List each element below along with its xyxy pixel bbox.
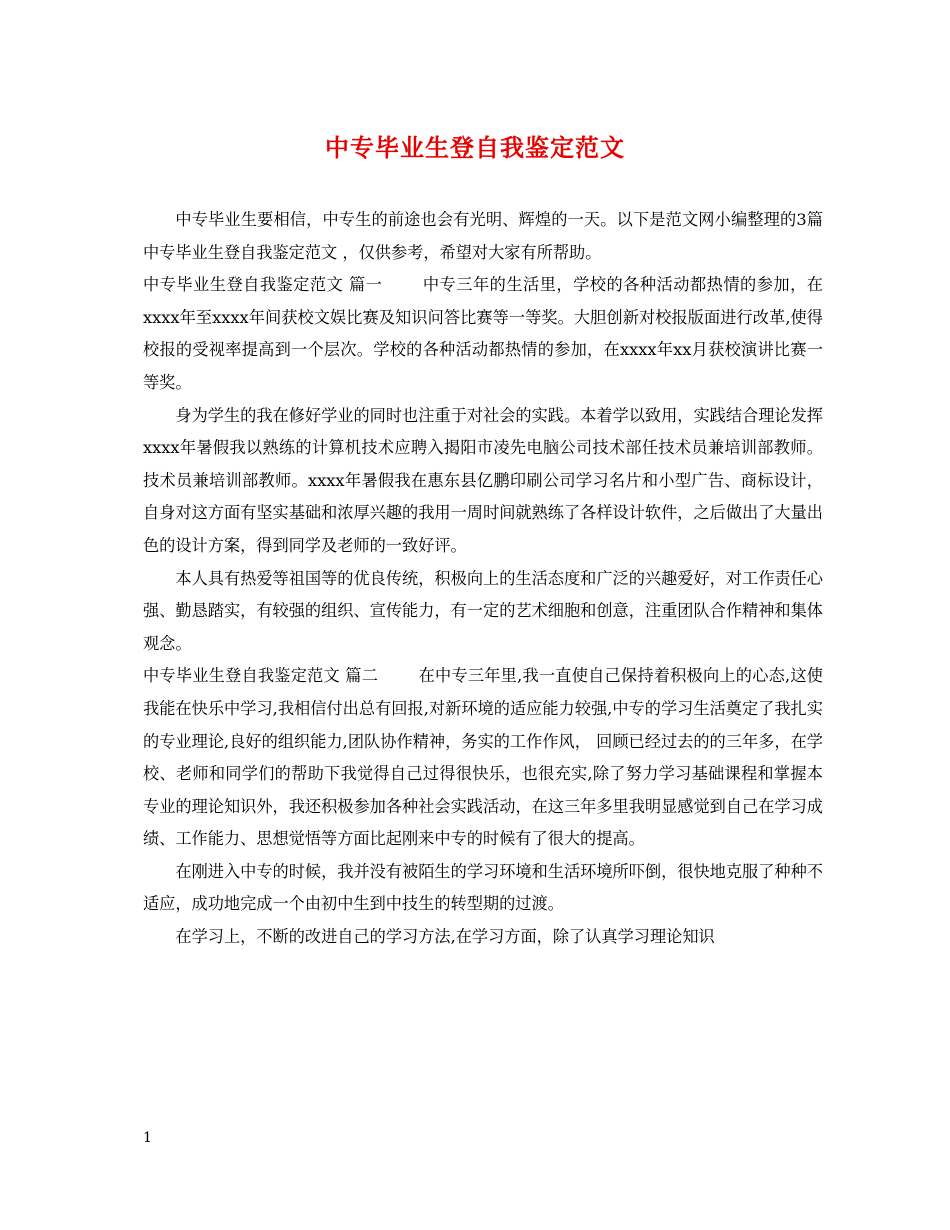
paragraph-text: 身为学生的我在修好学业的同时也注重于对社会的实践。本着学以致用，实践结合理论发挥xxxx年暑假我以熟练的计算机技术应聘入揭阳市凌先电脑公司技术部任技术员兼培训部教师。技术员兼培训部教师。xxxx年暑假我在惠东县亿鹏印刷公司学习名片和小型广告、商标设计，自身对这方面有坚实基础和浓厚兴趣的我用一周时间就熟练了各样设计软件，之后做出了大量出色的设计方案，得到同学及老师的一致好评。 [143, 405, 823, 555]
paragraph-study [143, 921, 823, 954]
paragraph-intro [143, 204, 823, 269]
document-body [143, 204, 823, 954]
paragraph-adaptation [143, 856, 823, 921]
paragraph-text: 中专毕业生要相信，中专生的前途也会有光明、辉煌的一天。以下是范文网小编整理的3篇中专毕业生登自我鉴定范文 ，仅供参考，希望对大家有所帮助。 [143, 210, 823, 262]
page-number: 1 [143, 1130, 152, 1146]
paragraph-section-one [143, 269, 823, 399]
paragraph-character [143, 563, 823, 661]
paragraph-text: 中专三年的生活里，学校的各种活动都热情的参加，在xxxx年至xxxx年间获校文娱比赛及知识问答比赛等一等奖。大胆创新对校报版面进行改革,使得校报的受视率提高到一个层次。学校的各种活动都热情的参加，在xxxx年xx月获校演讲比赛一等奖。 [143, 275, 823, 392]
paragraph-text: 在学习上，不断的改进自己的学习方法,在学习方面，除了认真学习理论知识 [175, 927, 715, 947]
section-heading-two: 中专毕业生登自我鉴定范文 篇二 [143, 666, 379, 686]
paragraph-text: 本人具有热爱等祖国等的优良传统，积极向上的生活态度和广泛的兴趣爱好，对工作责任心强、勤恳踏实，有较强的组织、宣传能力，有一定的艺术细胞和创意，注重团队合作精神和集体观念。 [143, 568, 823, 653]
paragraph-text: 在刚进入中专的时候，我并没有被陌生的学习环境和生活环境所吓倒，很快地克服了种种不适应，成功地完成一个由初中生到中技生的转型期的过渡。 [143, 861, 823, 914]
section-heading-one: 中专毕业生登自我鉴定范文 篇一 [143, 275, 383, 295]
paragraph-section-two [143, 660, 823, 856]
paragraph-practice [143, 400, 823, 563]
document-title: 中专毕业生登自我鉴定范文 [325, 133, 625, 162]
paragraph-text: 在中专三年里,我一直使自己保持着积极向上的心态,这使我能在快乐中学习,我相信付出总有回报,对新环境的适应能力较强,中专的学习生活奠定了我扎实的专业理论,良好的组织能力,团队协作精神，务实的工作作风， 回顾已经过去的的三年多，在学校、老师和同学们的帮助下我觉得自己过得很快乐，也很充实,除了努力学习基础课程和掌握本专业的理论知识外，我还积极参加各种社会实践活动，在这三年多里我明显感觉到自己在学习成绩、工作能力、思想觉悟等方面比起刚来中专的时候有了很大的提高。 [143, 666, 823, 849]
